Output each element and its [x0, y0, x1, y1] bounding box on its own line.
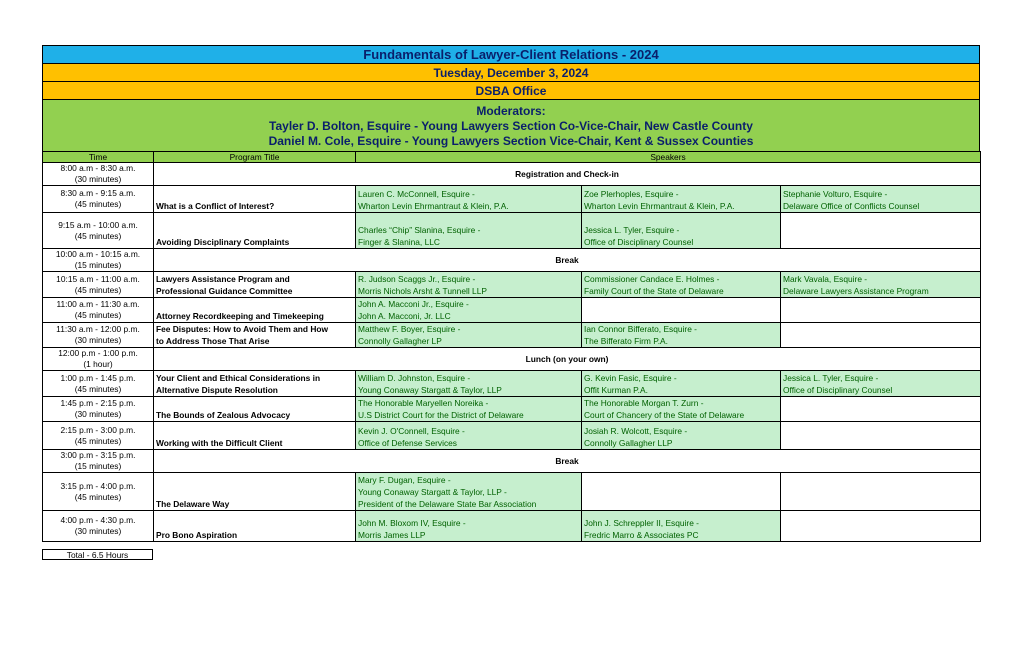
time-cell: [43, 186, 154, 213]
speaker-cell: [356, 186, 582, 213]
time-duration: (30 minutes): [74, 174, 122, 184]
speaker-affiliation: Connolly Gallagher LP: [358, 336, 442, 346]
speaker-cell: [582, 511, 781, 542]
speaker-name: Mark Vavala, Esquire -: [783, 274, 868, 284]
program-title-line: Attorney Recordkeeping and Timekeeping: [156, 311, 324, 321]
program-title-line: Pro Bono Aspiration: [156, 530, 238, 540]
time-range: 11:00 a.m - 11:30 a.m.: [56, 299, 140, 309]
speaker-cell: [356, 371, 582, 397]
speaker-affiliation: Fredric Marro & Associates PC: [584, 530, 699, 540]
speaker-name: John M. Bloxom IV, Esquire -: [358, 518, 466, 528]
schedule-row: [43, 213, 981, 249]
time-cell: [43, 511, 154, 542]
time-cell: [43, 473, 154, 511]
speaker-affiliation: Court of Chancery of the State of Delaware: [584, 410, 745, 420]
schedule-row: [43, 348, 981, 371]
speaker-name: John J. Schreppler II, Esquire -: [584, 518, 699, 528]
time-duration: (45 minutes): [74, 230, 122, 241]
speaker-cell: [356, 473, 582, 511]
speaker-name: Stephanie Volturo, Esquire -: [783, 189, 888, 199]
event-date: Tuesday, December 3, 2024: [42, 63, 980, 81]
speaker-name: William D. Johnston, Esquire -: [358, 373, 471, 383]
program-title-line: Professional Guidance Committee: [156, 286, 293, 296]
column-header-speakers: Speakers: [356, 152, 981, 163]
schedule-row: [43, 397, 981, 422]
speaker-cell: [781, 371, 981, 397]
time-duration: (45 minutes): [74, 310, 122, 320]
speaker-name: Jessica L. Tyler, Esquire -: [584, 225, 680, 235]
column-header-row: [43, 152, 981, 163]
event-cell: Break: [154, 450, 981, 473]
program-title-line: Fee Disputes: How to Avoid Them and How: [156, 324, 329, 334]
schedule-table: [42, 151, 981, 542]
program-title-line: The Bounds of Zealous Advocacy: [156, 410, 291, 420]
time-duration: (30 minutes): [74, 409, 122, 419]
schedule-row: [43, 450, 981, 473]
speaker-affiliation: U.S District Court for the District of Delaware: [358, 410, 524, 420]
speaker-cell: [356, 298, 582, 323]
speaker-name: Charles “Chip” Slanina, Esquire -: [358, 225, 481, 235]
program-title-cell: [154, 511, 356, 542]
speaker-affiliation: John A. Macconi, Jr. LLC: [358, 311, 451, 321]
speaker-affiliation: Wharton Levin Ehrmantraut & Klein, P.A.: [584, 201, 735, 211]
empty-speaker-cell: [781, 511, 981, 542]
moderator-1: Tayler D. Bolton, Esquire - Young Lawyers Section Co-Vice-Chair, New Castle County: [269, 119, 753, 133]
time-cell: [43, 213, 154, 249]
schedule-row: [43, 422, 981, 450]
time-range: 11:30 a.m - 12:00 p.m.: [56, 324, 140, 334]
speaker-name: Zoe Plerhoples, Esquire -: [584, 189, 679, 199]
total-hours: Total - 6.5 Hours: [42, 549, 153, 560]
speaker-name: Kevin J. O'Connell, Esquire -: [358, 426, 465, 436]
moderator-2: Daniel M. Cole, Esquire - Young Lawyers Section Vice-Chair, Kent & Sussex Counties: [268, 134, 754, 148]
program-title-line: Your Client and Ethical Considerations in: [156, 373, 321, 383]
speaker-cell: [356, 422, 582, 450]
speaker-affiliation: Family Court of the State of Delaware: [584, 286, 724, 296]
schedule-row: [43, 298, 981, 323]
time-range: 10:15 a.m - 11:00 a.m.: [56, 273, 140, 284]
time-range: 1:45 p.m - 2:15 p.m.: [60, 398, 136, 408]
speaker-cell: [582, 323, 781, 348]
speaker-name: Jessica L. Tyler, Esquire -: [783, 373, 879, 383]
schedule-row: [43, 163, 981, 186]
speaker-name: Josiah R. Wolcott, Esquire -: [584, 426, 688, 436]
empty-speaker-cell: [781, 213, 981, 249]
time-range: 1:00 p.m - 1:45 p.m.: [60, 372, 136, 383]
time-range: 2:15 p.m - 3:00 p.m.: [60, 424, 136, 435]
speaker-affiliation: Office of Defense Services: [358, 438, 457, 448]
speaker-name: Matthew F. Boyer, Esquire -: [358, 324, 461, 334]
speaker-cell: [582, 213, 781, 249]
empty-speaker-cell: [781, 422, 981, 450]
speaker-cell: [356, 213, 582, 249]
speaker-name: G. Kevin Fasic, Esquire -: [584, 373, 677, 383]
time-duration: (45 minutes): [74, 435, 122, 446]
speaker-name: Ian Connor Bifferato, Esquire -: [584, 324, 697, 334]
program-title-line: What is a Conflict of Interest?: [156, 201, 275, 211]
time-cell: [43, 450, 154, 473]
time-range: 10:00 a.m - 10:15 a.m.: [55, 249, 141, 259]
speaker-name: Commissioner Candace E. Holmes -: [584, 274, 720, 284]
document-title: Fundamentals of Lawyer-Client Relations - 2024: [42, 45, 980, 63]
speaker-affiliation: Morris Nichols Arsht & Tunnell LLP: [358, 286, 487, 296]
time-duration: (45 minutes): [74, 383, 122, 394]
program-title-cell: [154, 272, 356, 298]
time-cell: [43, 397, 154, 422]
speaker-affiliation: Offit Kurman P.A.: [584, 385, 648, 395]
time-cell: [43, 323, 154, 348]
program-title-line: Alternative Dispute Resolution: [156, 385, 278, 395]
column-header-time: Time: [43, 152, 154, 163]
time-cell: [43, 422, 154, 450]
program-title-line: Working with the Difficult Client: [156, 438, 283, 448]
speaker-affiliation: The Bifferato Firm P.A.: [584, 336, 668, 346]
speaker-affiliation: Wharton Levin Ehrmantraut & Klein, P.A.: [358, 201, 509, 211]
speaker-affiliation: Morris James LLP: [358, 530, 426, 540]
time-cell: [43, 272, 154, 298]
speaker-cell: [356, 272, 582, 298]
event-location: DSBA Office: [42, 81, 980, 99]
speaker-affiliation: Connolly Gallagher LLP: [584, 438, 673, 448]
speaker-cell: [582, 186, 781, 213]
program-title-line: to Address Those That Arise: [156, 336, 270, 346]
time-duration: (15 minutes): [74, 461, 122, 471]
speaker-affiliation: Office of Disciplinary Counsel: [584, 237, 694, 247]
speaker-name: R. Judson Scaggs Jr., Esquire -: [358, 274, 476, 284]
speaker-cell: [781, 272, 981, 298]
program-title-cell: [154, 323, 356, 348]
speaker-cell: [582, 371, 781, 397]
moderators-block: [42, 99, 980, 151]
speaker-cell: [781, 186, 981, 213]
time-cell: [43, 371, 154, 397]
schedule-row: [43, 511, 981, 542]
schedule-row: [43, 473, 981, 511]
time-duration: (45 minutes): [74, 284, 122, 295]
time-range: 9:15 a.m - 10:00 a.m.: [58, 219, 138, 230]
schedule-row: [43, 371, 981, 397]
program-title-line: Avoiding Disciplinary Complaints: [156, 237, 290, 247]
speaker-name: The Honorable Maryellen Noreika -: [358, 398, 489, 408]
empty-speaker-cell: [781, 473, 981, 511]
time-range: 3:00 p.m - 3:15 p.m.: [60, 450, 136, 460]
speaker-affiliation: Delaware Office of Conflicts Counsel: [783, 201, 920, 211]
speaker-affiliation: President of the Delaware State Bar Association: [358, 499, 537, 509]
speaker-cell: [582, 397, 781, 422]
time-duration: (15 minutes): [74, 260, 122, 270]
time-cell: [43, 249, 154, 272]
speaker-cell: [356, 511, 582, 542]
speaker-affiliation: Office of Disciplinary Counsel: [783, 385, 893, 395]
speaker-cell: [356, 397, 582, 422]
program-title-cell: [154, 186, 356, 213]
time-range: 4:00 p.m - 4:30 p.m.: [60, 515, 136, 525]
time-cell: [43, 348, 154, 371]
event-cell: Break: [154, 249, 981, 272]
time-duration: (45 minutes): [74, 199, 122, 209]
speaker-cell: [582, 272, 781, 298]
moderators-label: Moderators:: [476, 104, 546, 118]
empty-speaker-cell: [582, 298, 781, 323]
speaker-name: Lauren C. McConnell, Esquire -: [358, 189, 475, 199]
program-title-cell: [154, 397, 356, 422]
time-range: 12:00 p.m - 1:00 p.m.: [58, 348, 138, 358]
program-title-cell: [154, 213, 356, 249]
schedule-row: [43, 272, 981, 298]
schedule-row: [43, 323, 981, 348]
program-title-line: The Delaware Way: [156, 499, 230, 509]
schedule-row: [43, 186, 981, 213]
program-title-cell: [154, 422, 356, 450]
speaker-cell: [582, 422, 781, 450]
speaker-affiliation: Young Conaway Stargatt & Taylor, LLP: [358, 385, 502, 395]
time-range: 8:30 a.m - 9:15 a.m.: [60, 188, 136, 198]
program-title-cell: [154, 473, 356, 511]
speaker-affiliation: Finger & Slanina, LLC: [358, 237, 440, 247]
empty-speaker-cell: [781, 397, 981, 422]
program-title-cell: [154, 298, 356, 323]
speaker-name: Mary F. Dugan, Esquire -: [358, 475, 451, 485]
time-range: 3:15 p.m - 4:00 p.m.: [60, 480, 136, 491]
program-title-cell: [154, 371, 356, 397]
speaker-cell: [356, 323, 582, 348]
program-title-line: Lawyers Assistance Program and: [156, 274, 290, 284]
time-duration: (30 minutes): [74, 335, 122, 345]
speaker-name: The Honorable Morgan T. Zurn -: [584, 398, 704, 408]
column-header-program: Program Title: [154, 152, 356, 163]
event-cell: Lunch (on your own): [154, 348, 981, 371]
schedule-row: [43, 249, 981, 272]
time-duration: (1 hour): [83, 359, 113, 369]
empty-speaker-cell: [582, 473, 781, 511]
speaker-affiliation: Delaware Lawyers Assistance Program: [783, 286, 929, 296]
event-cell: Registration and Check-in: [154, 163, 981, 186]
time-duration: (30 minutes): [74, 526, 122, 536]
speaker-affiliation: Young Conaway Stargatt & Taylor, LLP -: [358, 487, 507, 497]
time-cell: [43, 163, 154, 186]
empty-speaker-cell: [781, 298, 981, 323]
time-range: 8:00 a.m - 8:30 a.m.: [60, 163, 136, 173]
empty-speaker-cell: [781, 323, 981, 348]
time-duration: (45 minutes): [74, 491, 122, 502]
speaker-name: John A. Macconi Jr., Esquire -: [358, 299, 469, 309]
schedule-sheet: [42, 45, 980, 542]
time-cell: [43, 298, 154, 323]
